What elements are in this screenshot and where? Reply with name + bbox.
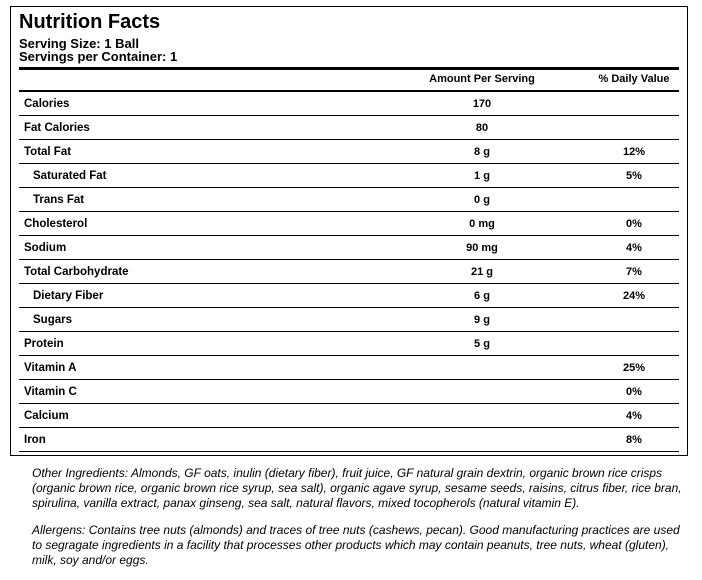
nutrient-amount: 8 g	[474, 146, 490, 158]
nutrient-amount: 5 g	[474, 338, 490, 350]
table-row	[19, 332, 679, 356]
nutrient-name: Calcium	[24, 410, 69, 422]
nutrient-name: Calories	[24, 98, 70, 110]
nutrient-amount: 90 mg	[466, 242, 498, 254]
nutrient-name: Sodium	[24, 242, 67, 254]
nutrient-name: Cholesterol	[24, 218, 88, 230]
nutrient-amount: 6 g	[474, 290, 490, 302]
table-row	[19, 380, 679, 404]
nutrition-facts-panel	[10, 6, 688, 456]
nutrient-name: Dietary Fiber	[33, 290, 104, 302]
table-row	[19, 260, 679, 284]
nutrient-dv: 12%	[622, 146, 646, 158]
nutrient-name: Iron	[24, 434, 46, 446]
nutrient-dv: 8%	[626, 434, 642, 446]
table-row	[19, 92, 679, 116]
label-notes	[32, 466, 682, 580]
nutrient-amount: 1 g	[474, 170, 490, 182]
nutrient-amount: 9 g	[474, 314, 490, 326]
nutrient-dv: 0%	[626, 218, 642, 230]
nutrient-dv: 4%	[626, 410, 642, 422]
table-row	[19, 164, 679, 188]
nutrient-name: Saturated Fat	[33, 170, 107, 182]
nutrient-dv: 0%	[626, 386, 642, 398]
nutrient-name: Trans Fat	[33, 194, 85, 206]
serving-size: Serving Size: 1 Ball	[19, 36, 139, 51]
nutrient-name: Vitamin C	[24, 386, 77, 398]
nutrient-dv: 25%	[622, 362, 646, 374]
daily-value-header: % Daily Value	[598, 73, 670, 85]
servings-per-container: Servings per Container: 1	[19, 49, 178, 64]
panel-title: Nutrition Facts	[19, 11, 161, 33]
nutrient-dv: 5%	[626, 170, 642, 182]
nutrient-name: Protein	[24, 338, 64, 350]
table-row	[19, 116, 679, 140]
nutrient-name: Total Fat	[24, 146, 72, 158]
amount-per-serving-header: Amount Per Serving	[429, 73, 535, 85]
table-row	[19, 356, 679, 380]
table-header	[19, 71, 679, 90]
table-row	[19, 236, 679, 260]
nutrient-dv: 7%	[626, 266, 642, 278]
table-row	[19, 308, 679, 332]
nutrient-amount: 170	[472, 98, 492, 110]
nutrient-amount: 0 mg	[469, 218, 495, 230]
nutrient-amount: 0 g	[474, 194, 490, 206]
table-row	[19, 404, 679, 428]
nutrient-amount: 80	[475, 122, 489, 134]
ingredients-text: Other Ingredients: Almonds, GF oats, inulin (dietary fiber), fruit juice, GF natural grain dextrin, organic brown rice crisps (organic brown rice, organic brown rice syrup, sea salt), organic agave syrup, sesame seeds, raisins, citrus fiber, rice bran, spirulina, vanilla extract, panax ginseng, sea salt, natural flavors, mixed tocopherols (natural vitamin E).	[32, 466, 682, 510]
table-row	[19, 188, 679, 212]
table-row	[19, 284, 679, 308]
nutrient-dv: 4%	[626, 242, 642, 254]
table-row	[19, 140, 679, 164]
nutrient-name: Fat Calories	[24, 122, 90, 134]
nutrient-dv: 24%	[622, 290, 646, 302]
thick-divider	[19, 67, 679, 70]
nutrient-amount: 21 g	[470, 266, 493, 278]
nutrient-table	[19, 92, 679, 452]
nutrient-name: Total Carbohydrate	[24, 266, 129, 278]
nutrient-name: Vitamin A	[24, 362, 77, 374]
nutrient-name: Sugars	[33, 314, 72, 326]
table-row	[19, 212, 679, 236]
table-row	[19, 428, 679, 452]
allergens-text: Allergens: Contains tree nuts (almonds) and traces of tree nuts (cashews, pecan). Good manufacturing practices are used to segragate ingredients in a facility that processes other products which may contain peanuts, tree nuts, wheat (gluten), milk, soy and/or eggs.	[32, 523, 680, 567]
